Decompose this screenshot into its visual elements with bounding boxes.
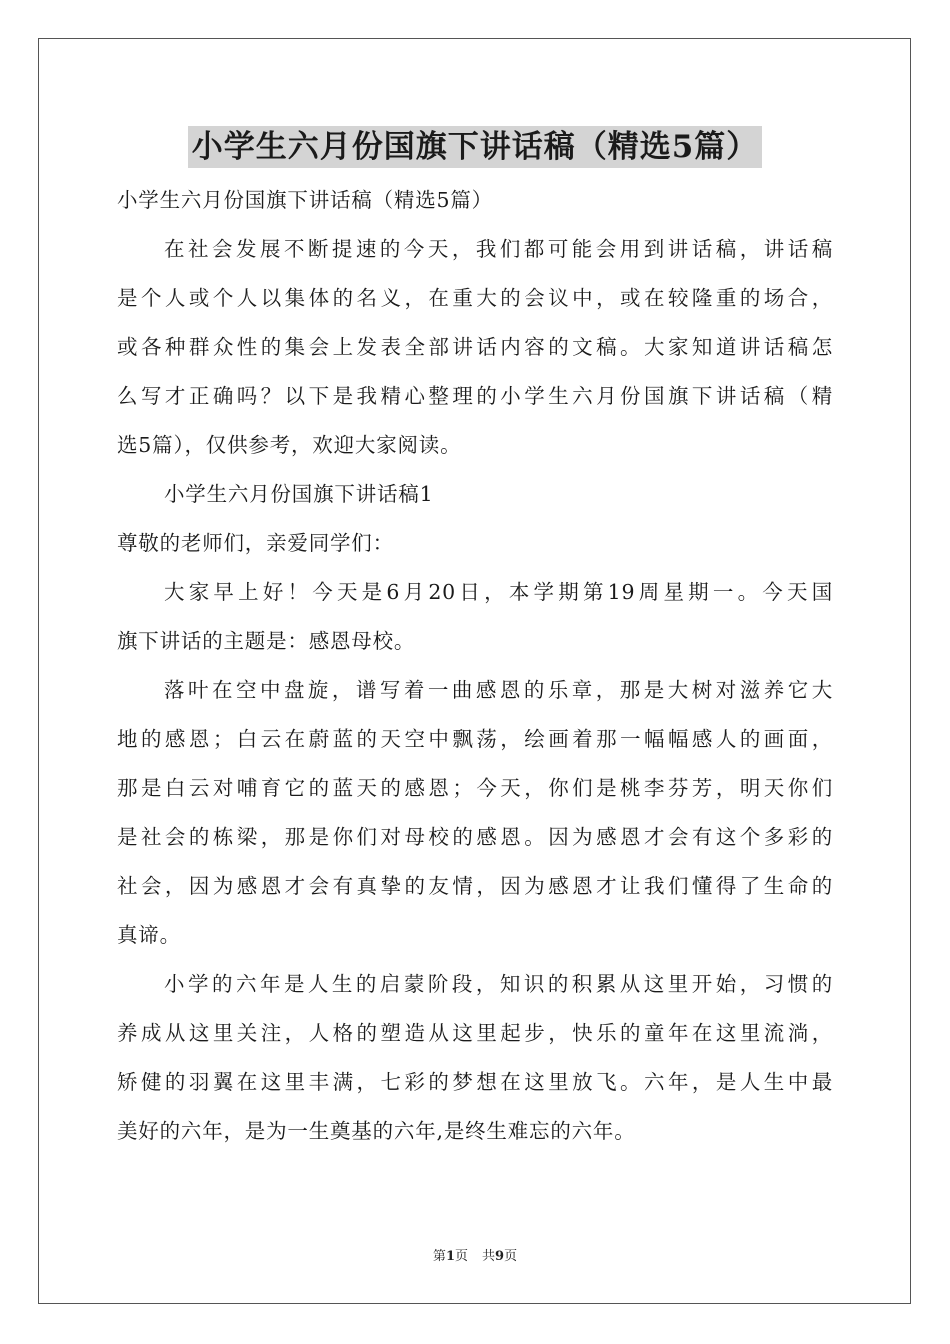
text-line: 大家早上好！今天是6月20日，本学期第19周星期一。今天国 — [164, 580, 833, 604]
current-page-number: 1 — [445, 1249, 455, 1264]
text-line: 落叶在空中盘旋，谱写着一曲感恩的乐章，那是大树对滋养它大 — [164, 678, 833, 702]
text-line: 或各种群众性的集会上发表全部讲话内容的文稿。大家知道讲话稿怎 — [117, 335, 833, 359]
text-line: 美好的六年，是为一生奠基的六年,是终生难忘的六年。 — [117, 1119, 636, 1143]
text-line: 旗下讲话的主题是：感恩母校。 — [117, 629, 416, 653]
text-line: 是个人或个人以集体的名义，在重大的会议中，或在较隆重的场合， — [117, 286, 833, 310]
page-number-suffix: 页 — [454, 1249, 468, 1264]
text-line: 真谛。 — [117, 923, 181, 947]
total-pages-number: 9 — [495, 1249, 505, 1264]
text-line: 小学生六月份国旗下讲话稿（精选5篇） — [117, 188, 493, 212]
document-body — [117, 184, 833, 1164]
text-line: 选5篇），仅供参考，欢迎大家阅读。 — [117, 433, 462, 457]
text-line: 地的感恩；白云在蔚蓝的天空中飘荡，绘画着那一幅幅感人的画面， — [117, 727, 833, 751]
text-line: 社会，因为感恩才会有真挚的友情，因为感恩才让我们懂得了生命的 — [117, 874, 833, 898]
total-pages-suffix: 页 — [504, 1249, 518, 1264]
text-line: 养成从这里关注，人格的塑造从这里起步，快乐的童年在这里流淌， — [117, 1021, 833, 1045]
text-line: 那是白云对哺育它的蓝天的感恩；今天，你们是桃李芬芳，明天你们 — [117, 776, 833, 800]
text-line: 在社会发展不断提速的今天，我们都可能会用到讲话稿，讲话稿 — [164, 237, 833, 261]
text-line: 是社会的栋梁，那是你们对母校的感恩。因为感恩才会有这个多彩的 — [117, 825, 833, 849]
text-line: 矫健的羽翼在这里丰满，七彩的梦想在这里放飞。六年，是人生中最 — [117, 1070, 833, 1094]
title-container — [0, 126, 950, 168]
text-line: 么写才正确吗？以下是我精心整理的小学生六月份国旗下讲话稿（精 — [117, 384, 833, 408]
page-number-prefix: 第 — [432, 1249, 446, 1264]
page-footer — [0, 1245, 950, 1264]
document-title: 小学生六月份国旗下讲话稿（精选5篇） — [188, 126, 763, 168]
total-pages-prefix: 共 — [482, 1249, 496, 1264]
text-line: 小学的六年是人生的启蒙阶段，知识的积累从这里开始，习惯的 — [164, 972, 833, 996]
text-line: 小学生六月份国旗下讲话稿1 — [164, 482, 434, 506]
text-line: 尊敬的老师们，亲爱同学们： — [117, 531, 394, 555]
